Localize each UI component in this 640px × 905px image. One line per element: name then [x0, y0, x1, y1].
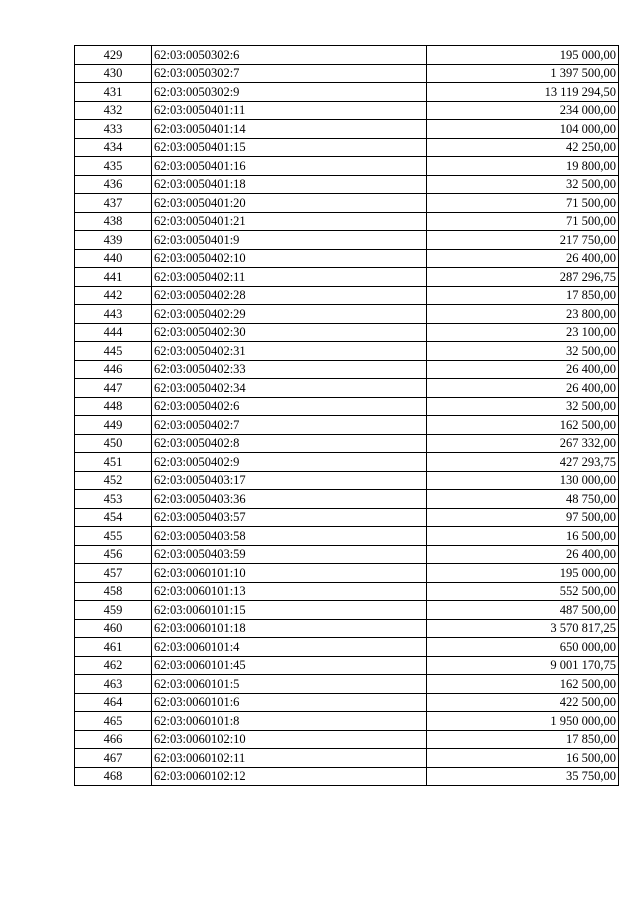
- cadastral-number-cell: 62:03:0050403:57: [152, 508, 427, 527]
- table-row: [75, 767, 619, 786]
- cadastral-value-cell: 104 000,00: [427, 120, 619, 139]
- table-row: [75, 249, 619, 268]
- cadastral-number-cell: 62:03:0060102:10: [152, 730, 427, 749]
- row-number-cell: 466: [75, 730, 152, 749]
- table-row: [75, 360, 619, 379]
- row-number-cell: 461: [75, 638, 152, 657]
- cadastral-value-cell: 9 001 170,75: [427, 656, 619, 675]
- table-row: [75, 101, 619, 120]
- cadastral-number-cell: 62:03:0050403:58: [152, 527, 427, 546]
- row-number-cell: 453: [75, 490, 152, 509]
- row-number-cell: 457: [75, 564, 152, 583]
- table-row: [75, 46, 619, 65]
- cadastral-value-cell: 32 500,00: [427, 342, 619, 361]
- cadastral-number-cell: 62:03:0050302:7: [152, 64, 427, 83]
- cadastral-number-cell: 62:03:0050403:59: [152, 545, 427, 564]
- cadastral-number-cell: 62:03:0050402:9: [152, 453, 427, 472]
- cadastral-value-cell: 552 500,00: [427, 582, 619, 601]
- cadastral-value-cell: 26 400,00: [427, 545, 619, 564]
- row-number-cell: 434: [75, 138, 152, 157]
- cadastral-number-cell: 62:03:0060101:6: [152, 693, 427, 712]
- table-row: [75, 83, 619, 102]
- cadastral-value-cell: 16 500,00: [427, 749, 619, 768]
- row-number-cell: 468: [75, 767, 152, 786]
- cadastral-value-cell: 26 400,00: [427, 379, 619, 398]
- cadastral-value-cell: 32 500,00: [427, 397, 619, 416]
- cadastral-number-cell: 62:03:0060102:11: [152, 749, 427, 768]
- row-number-cell: 437: [75, 194, 152, 213]
- cadastral-number-cell: 62:03:0050402:11: [152, 268, 427, 287]
- row-number-cell: 429: [75, 46, 152, 65]
- table-row: [75, 397, 619, 416]
- row-number-cell: 435: [75, 157, 152, 176]
- cadastral-value-cell: 17 850,00: [427, 286, 619, 305]
- row-number-cell: 462: [75, 656, 152, 675]
- row-number-cell: 465: [75, 712, 152, 731]
- table-row: [75, 638, 619, 657]
- row-number-cell: 452: [75, 471, 152, 490]
- table-row: [75, 453, 619, 472]
- cadastral-value-cell: 422 500,00: [427, 693, 619, 712]
- table-row: [75, 730, 619, 749]
- cadastral-value-cell: 195 000,00: [427, 46, 619, 65]
- cadastral-number-cell: 62:03:0050402:33: [152, 360, 427, 379]
- cadastral-value-cell: 97 500,00: [427, 508, 619, 527]
- row-number-cell: 455: [75, 527, 152, 546]
- cadastral-value-cell: 650 000,00: [427, 638, 619, 657]
- table-row: [75, 231, 619, 250]
- row-number-cell: 442: [75, 286, 152, 305]
- table-row: [75, 120, 619, 139]
- cadastral-number-cell: 62:03:0050403:17: [152, 471, 427, 490]
- table-row: [75, 527, 619, 546]
- cadastral-number-cell: 62:03:0050401:21: [152, 212, 427, 231]
- row-number-cell: 436: [75, 175, 152, 194]
- table-row: [75, 175, 619, 194]
- table-row: [75, 656, 619, 675]
- table-row: [75, 379, 619, 398]
- row-number-cell: 454: [75, 508, 152, 527]
- cadastral-value-cell: 35 750,00: [427, 767, 619, 786]
- cadastral-number-cell: 62:03:0050402:34: [152, 379, 427, 398]
- cadastral-value-cell: 162 500,00: [427, 416, 619, 435]
- cadastral-value-cell: 287 296,75: [427, 268, 619, 287]
- cadastral-number-cell: 62:03:0050401:14: [152, 120, 427, 139]
- table-row: [75, 582, 619, 601]
- cadastral-number-cell: 62:03:0050302:6: [152, 46, 427, 65]
- row-number-cell: 459: [75, 601, 152, 620]
- row-number-cell: 456: [75, 545, 152, 564]
- cadastral-value-cell: 42 250,00: [427, 138, 619, 157]
- cadastral-number-cell: 62:03:0060101:45: [152, 656, 427, 675]
- table-row: [75, 416, 619, 435]
- cadastral-number-cell: 62:03:0050401:18: [152, 175, 427, 194]
- table-row: [75, 157, 619, 176]
- table-row: [75, 471, 619, 490]
- table-row: [75, 508, 619, 527]
- cadastral-number-cell: 62:03:0050402:29: [152, 305, 427, 324]
- cadastral-value-cell: 195 000,00: [427, 564, 619, 583]
- table-row: [75, 601, 619, 620]
- cadastral-value-cell: 71 500,00: [427, 194, 619, 213]
- table-row: [75, 693, 619, 712]
- table-row: [75, 619, 619, 638]
- cadastral-number-cell: 62:03:0050402:30: [152, 323, 427, 342]
- row-number-cell: 444: [75, 323, 152, 342]
- cadastral-value-cell: 3 570 817,25: [427, 619, 619, 638]
- cadastral-number-cell: 62:03:0050402:10: [152, 249, 427, 268]
- row-number-cell: 448: [75, 397, 152, 416]
- table-row: [75, 64, 619, 83]
- row-number-cell: 447: [75, 379, 152, 398]
- cadastral-number-cell: 62:03:0060101:10: [152, 564, 427, 583]
- row-number-cell: 441: [75, 268, 152, 287]
- table-row: [75, 675, 619, 694]
- row-number-cell: 463: [75, 675, 152, 694]
- table-row: [75, 194, 619, 213]
- table-row: [75, 212, 619, 231]
- cadastral-number-cell: 62:03:0050402:7: [152, 416, 427, 435]
- cadastral-value-cell: 23 100,00: [427, 323, 619, 342]
- row-number-cell: 446: [75, 360, 152, 379]
- row-number-cell: 467: [75, 749, 152, 768]
- cadastral-number-cell: 62:03:0050401:11: [152, 101, 427, 120]
- cadastral-value-cell: 13 119 294,50: [427, 83, 619, 102]
- cadastral-value-cell: 267 332,00: [427, 434, 619, 453]
- cadastral-number-cell: 62:03:0050401:16: [152, 157, 427, 176]
- row-number-cell: 439: [75, 231, 152, 250]
- table-row: [75, 749, 619, 768]
- row-number-cell: 450: [75, 434, 152, 453]
- cadastral-number-cell: 62:03:0050403:36: [152, 490, 427, 509]
- cadastral-number-cell: 62:03:0060101:4: [152, 638, 427, 657]
- row-number-cell: 443: [75, 305, 152, 324]
- cadastral-number-cell: 62:03:0060101:13: [152, 582, 427, 601]
- table-row: [75, 305, 619, 324]
- table-row: [75, 323, 619, 342]
- cadastral-value-cell: 26 400,00: [427, 360, 619, 379]
- cadastral-value-cell: 1 950 000,00: [427, 712, 619, 731]
- cadastral-number-cell: 62:03:0060101:18: [152, 619, 427, 638]
- cadastral-value-cell: 32 500,00: [427, 175, 619, 194]
- cadastral-value-cell: 16 500,00: [427, 527, 619, 546]
- table-row: [75, 434, 619, 453]
- cadastral-number-cell: 62:03:0050402:6: [152, 397, 427, 416]
- row-number-cell: 440: [75, 249, 152, 268]
- cadastral-number-cell: 62:03:0050401:15: [152, 138, 427, 157]
- cadastral-number-cell: 62:03:0050401:9: [152, 231, 427, 250]
- cadastral-value-cell: 19 800,00: [427, 157, 619, 176]
- row-number-cell: 458: [75, 582, 152, 601]
- cadastral-value-cell: 71 500,00: [427, 212, 619, 231]
- cadastral-value-cell: 234 000,00: [427, 101, 619, 120]
- cadastral-value-cell: 48 750,00: [427, 490, 619, 509]
- cadastral-number-cell: 62:03:0050401:20: [152, 194, 427, 213]
- row-number-cell: 449: [75, 416, 152, 435]
- table-row: [75, 490, 619, 509]
- table-body: [75, 46, 619, 786]
- cadastral-value-cell: 26 400,00: [427, 249, 619, 268]
- row-number-cell: 430: [75, 64, 152, 83]
- cadastral-number-cell: 62:03:0050402:8: [152, 434, 427, 453]
- cadastral-number-cell: 62:03:0050402:31: [152, 342, 427, 361]
- cadastral-number-cell: 62:03:0060101:15: [152, 601, 427, 620]
- table-row: [75, 342, 619, 361]
- row-number-cell: 445: [75, 342, 152, 361]
- cadastral-value-cell: 1 397 500,00: [427, 64, 619, 83]
- cadastral-value-cell: 162 500,00: [427, 675, 619, 694]
- cadastral-number-cell: 62:03:0060101:5: [152, 675, 427, 694]
- row-number-cell: 431: [75, 83, 152, 102]
- cadastral-value-cell: 23 800,00: [427, 305, 619, 324]
- cadastral-value-cell: 427 293,75: [427, 453, 619, 472]
- cadastral-number-cell: 62:03:0050402:28: [152, 286, 427, 305]
- table-row: [75, 138, 619, 157]
- cadastral-number-cell: 62:03:0050302:9: [152, 83, 427, 102]
- row-number-cell: 451: [75, 453, 152, 472]
- row-number-cell: 460: [75, 619, 152, 638]
- table-row: [75, 564, 619, 583]
- cadastral-number-cell: 62:03:0060102:12: [152, 767, 427, 786]
- row-number-cell: 438: [75, 212, 152, 231]
- table-row: [75, 545, 619, 564]
- cadastral-value-cell: 217 750,00: [427, 231, 619, 250]
- table-row: [75, 712, 619, 731]
- table-row: [75, 268, 619, 287]
- table-row: [75, 286, 619, 305]
- row-number-cell: 464: [75, 693, 152, 712]
- row-number-cell: 433: [75, 120, 152, 139]
- cadastral-value-cell: 487 500,00: [427, 601, 619, 620]
- cadastral-value-cell: 130 000,00: [427, 471, 619, 490]
- cadastral-value-cell: 17 850,00: [427, 730, 619, 749]
- row-number-cell: 432: [75, 101, 152, 120]
- cadastral-number-cell: 62:03:0060101:8: [152, 712, 427, 731]
- cadastral-value-table: [74, 45, 619, 786]
